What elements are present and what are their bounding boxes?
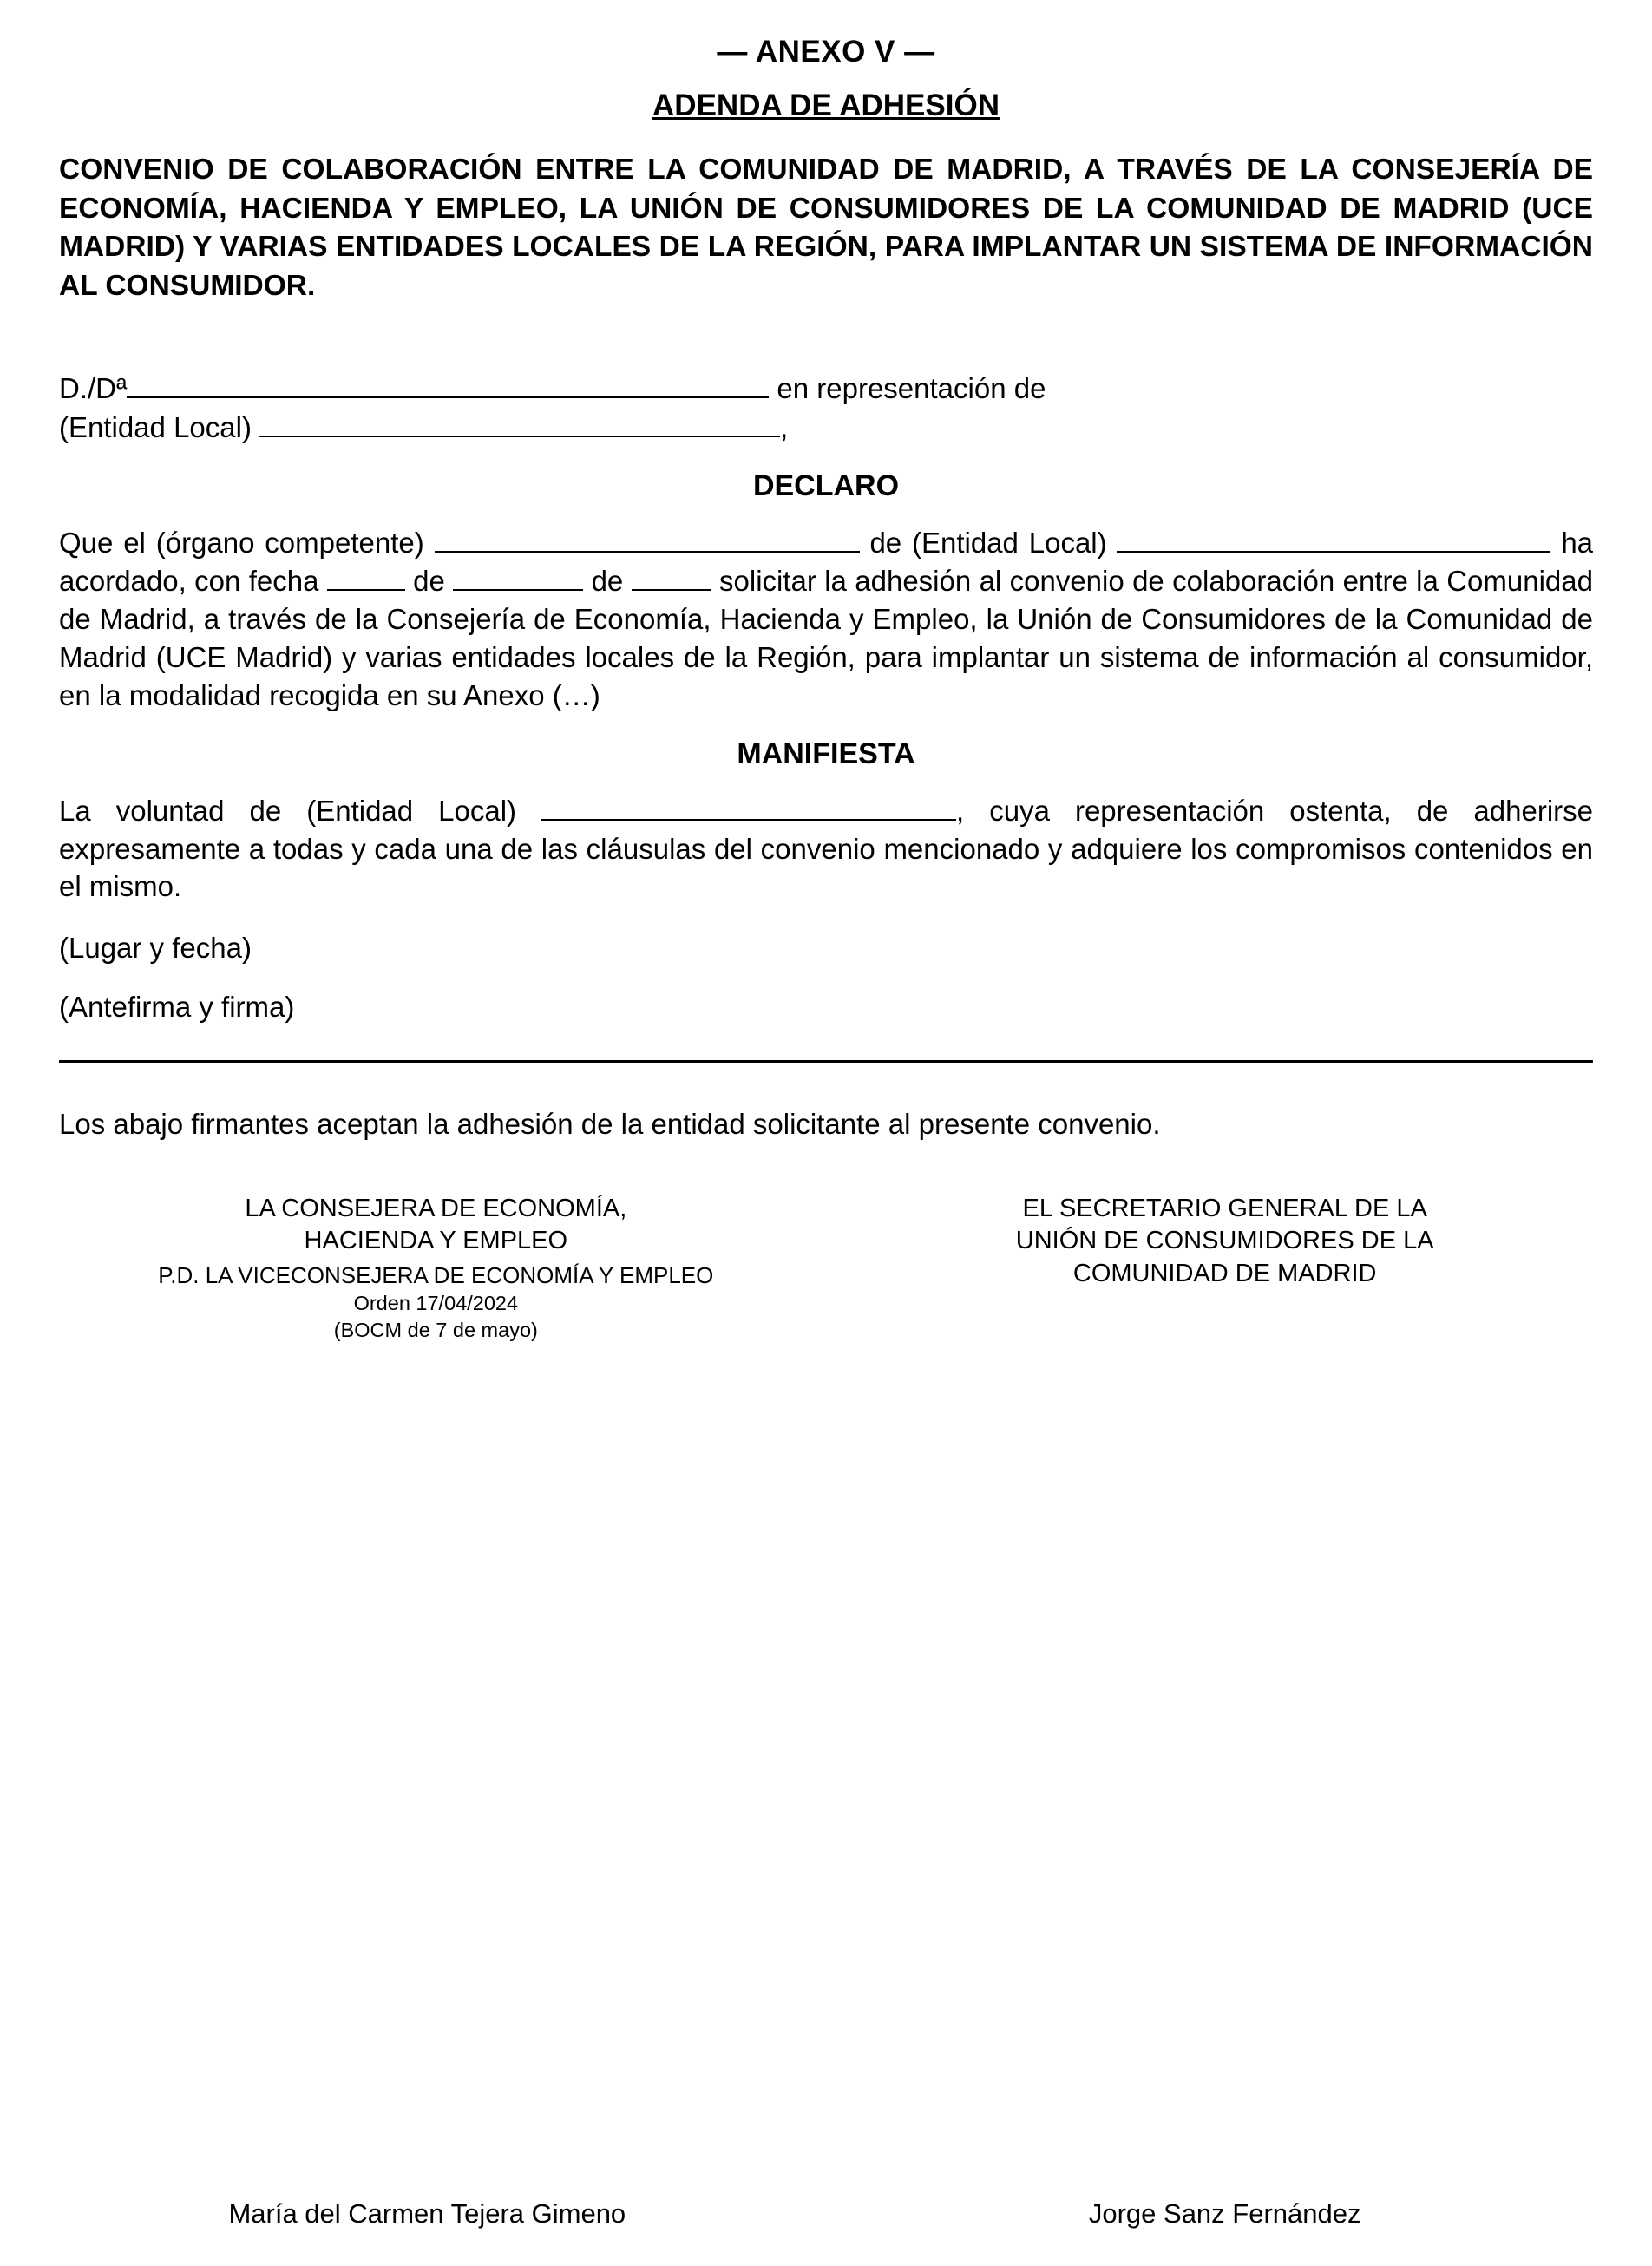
- declaro-part1: Que el (órgano competente): [59, 527, 424, 560]
- manifiesta-heading: MANIFIESTA: [737, 737, 915, 770]
- declaro-part5: de: [413, 565, 445, 598]
- declaro-part6: de: [591, 565, 624, 598]
- manifiesta-entidad-blank[interactable]: [541, 819, 956, 821]
- spacer: [59, 347, 1593, 370]
- signature-names-row: [59, 2198, 1593, 2230]
- right-signature-heading-line3: COMUNIDAD DE MADRID: [1072, 1259, 1377, 1287]
- adenda-title: ADENDA DE ADHESIÓN: [652, 88, 1000, 122]
- section-divider: [59, 1060, 1593, 1063]
- declaro-part3: Local): [1028, 527, 1107, 560]
- anexo-title: — ANEXO V —: [717, 35, 935, 69]
- declaro-part7: solicitar la adhesión al convenio de colaboración entre la Comunidad de Madrid, a través de la Consejería de Economía, Hacienda y Empleo, la Unión de Consumidores de la Comunidad de Madrid (UCE Madrid) y varias entidades locales de la Región, para implantar un sistema de información al consumidor, en la modalidad recogida en su Anexo (…): [59, 565, 1593, 711]
- manifiesta-part2: , cuya representación ostenta, de adherirse expresamente a todas y cada una de las cláusulas del convenio mencionado y adquiere los compromisos contenidos en el mismo.: [59, 794, 1593, 903]
- person-label: D./Dª: [59, 372, 128, 405]
- signature-block-left: [59, 1193, 804, 1343]
- declaro-heading: DECLARO: [752, 469, 900, 503]
- organo-competente-blank[interactable]: [435, 551, 860, 553]
- entity-trailing-comma: ,: [780, 410, 789, 443]
- fecha-anio-blank[interactable]: [632, 589, 711, 591]
- person-identification-line: [59, 370, 1593, 409]
- declaro-part4: ha acordado, con fecha: [59, 527, 1594, 598]
- entity-identification-line: [59, 409, 1593, 448]
- declaro-paragraph: [59, 524, 1593, 714]
- signature-block-right: [856, 1193, 1593, 1343]
- fecha-dia-blank[interactable]: [327, 589, 405, 591]
- left-signer-name: María del Carmen Tejera Gimeno: [228, 2198, 626, 2229]
- left-signature-heading-line2: HACIENDA Y EMPLEO: [304, 1227, 568, 1255]
- entity-label: (Entidad Local): [59, 410, 252, 443]
- person-name-blank[interactable]: [127, 396, 769, 398]
- convenio-heading-paragraph: CONVENIO DE COLABORACIÓN ENTRE LA COMUNIDAD DE MADRID, A TRAVÉS DE LA CONSEJERÍA DE ECONOMÍA, HACIENDA Y EMPLEO, LA UNIÓN DE CONSUMIDORES DE LA COMUNIDAD DE MADRID (UCE MADRID) Y VARIAS ENTIDADES LOCALES DE LA REGIÓN, PARA IMPLANTAR UN SISTEMA DE INFORMACIÓN AL CONSUMIDOR.: [59, 154, 1593, 302]
- acceptance-text: Los abajo firmantes aceptan la adhesión de la entidad solicitante al presente convenio.: [59, 1108, 1161, 1141]
- entidad-local-blank[interactable]: [1117, 551, 1550, 553]
- entity-name-blank[interactable]: [259, 436, 780, 437]
- lugar-y-fecha: (Lugar y fecha): [59, 932, 252, 965]
- manifiesta-paragraph: [59, 792, 1593, 907]
- right-signer-name: Jorge Sanz Fernández: [1088, 2198, 1361, 2229]
- right-signature-heading-line1: EL SECRETARIO GENERAL DE LA: [1022, 1195, 1427, 1223]
- signature-blocks: [59, 1193, 1593, 1343]
- left-signature-sub-line3: (BOCM de 7 de mayo): [333, 1318, 538, 1341]
- manifiesta-part1: La voluntad de (Entidad Local): [59, 794, 517, 827]
- left-signature-sub-line2: Orden 17/04/2024: [353, 1292, 519, 1315]
- fecha-mes-blank[interactable]: [453, 589, 583, 591]
- left-signature-sub-line1: P.D. LA VICECONSEJERA DE ECONOMÍA Y EMPLEO: [158, 1261, 714, 1288]
- person-representation-text: en representación de: [777, 372, 1046, 405]
- left-signature-heading-line1: LA CONSEJERA DE ECONOMÍA,: [245, 1195, 627, 1223]
- declaro-part2: de (Entidad: [869, 527, 1019, 560]
- antefirma-y-firma: (Antefirma y firma): [59, 991, 295, 1024]
- right-signature-heading-line2: UNIÓN DE CONSUMIDORES DE LA: [1015, 1227, 1434, 1255]
